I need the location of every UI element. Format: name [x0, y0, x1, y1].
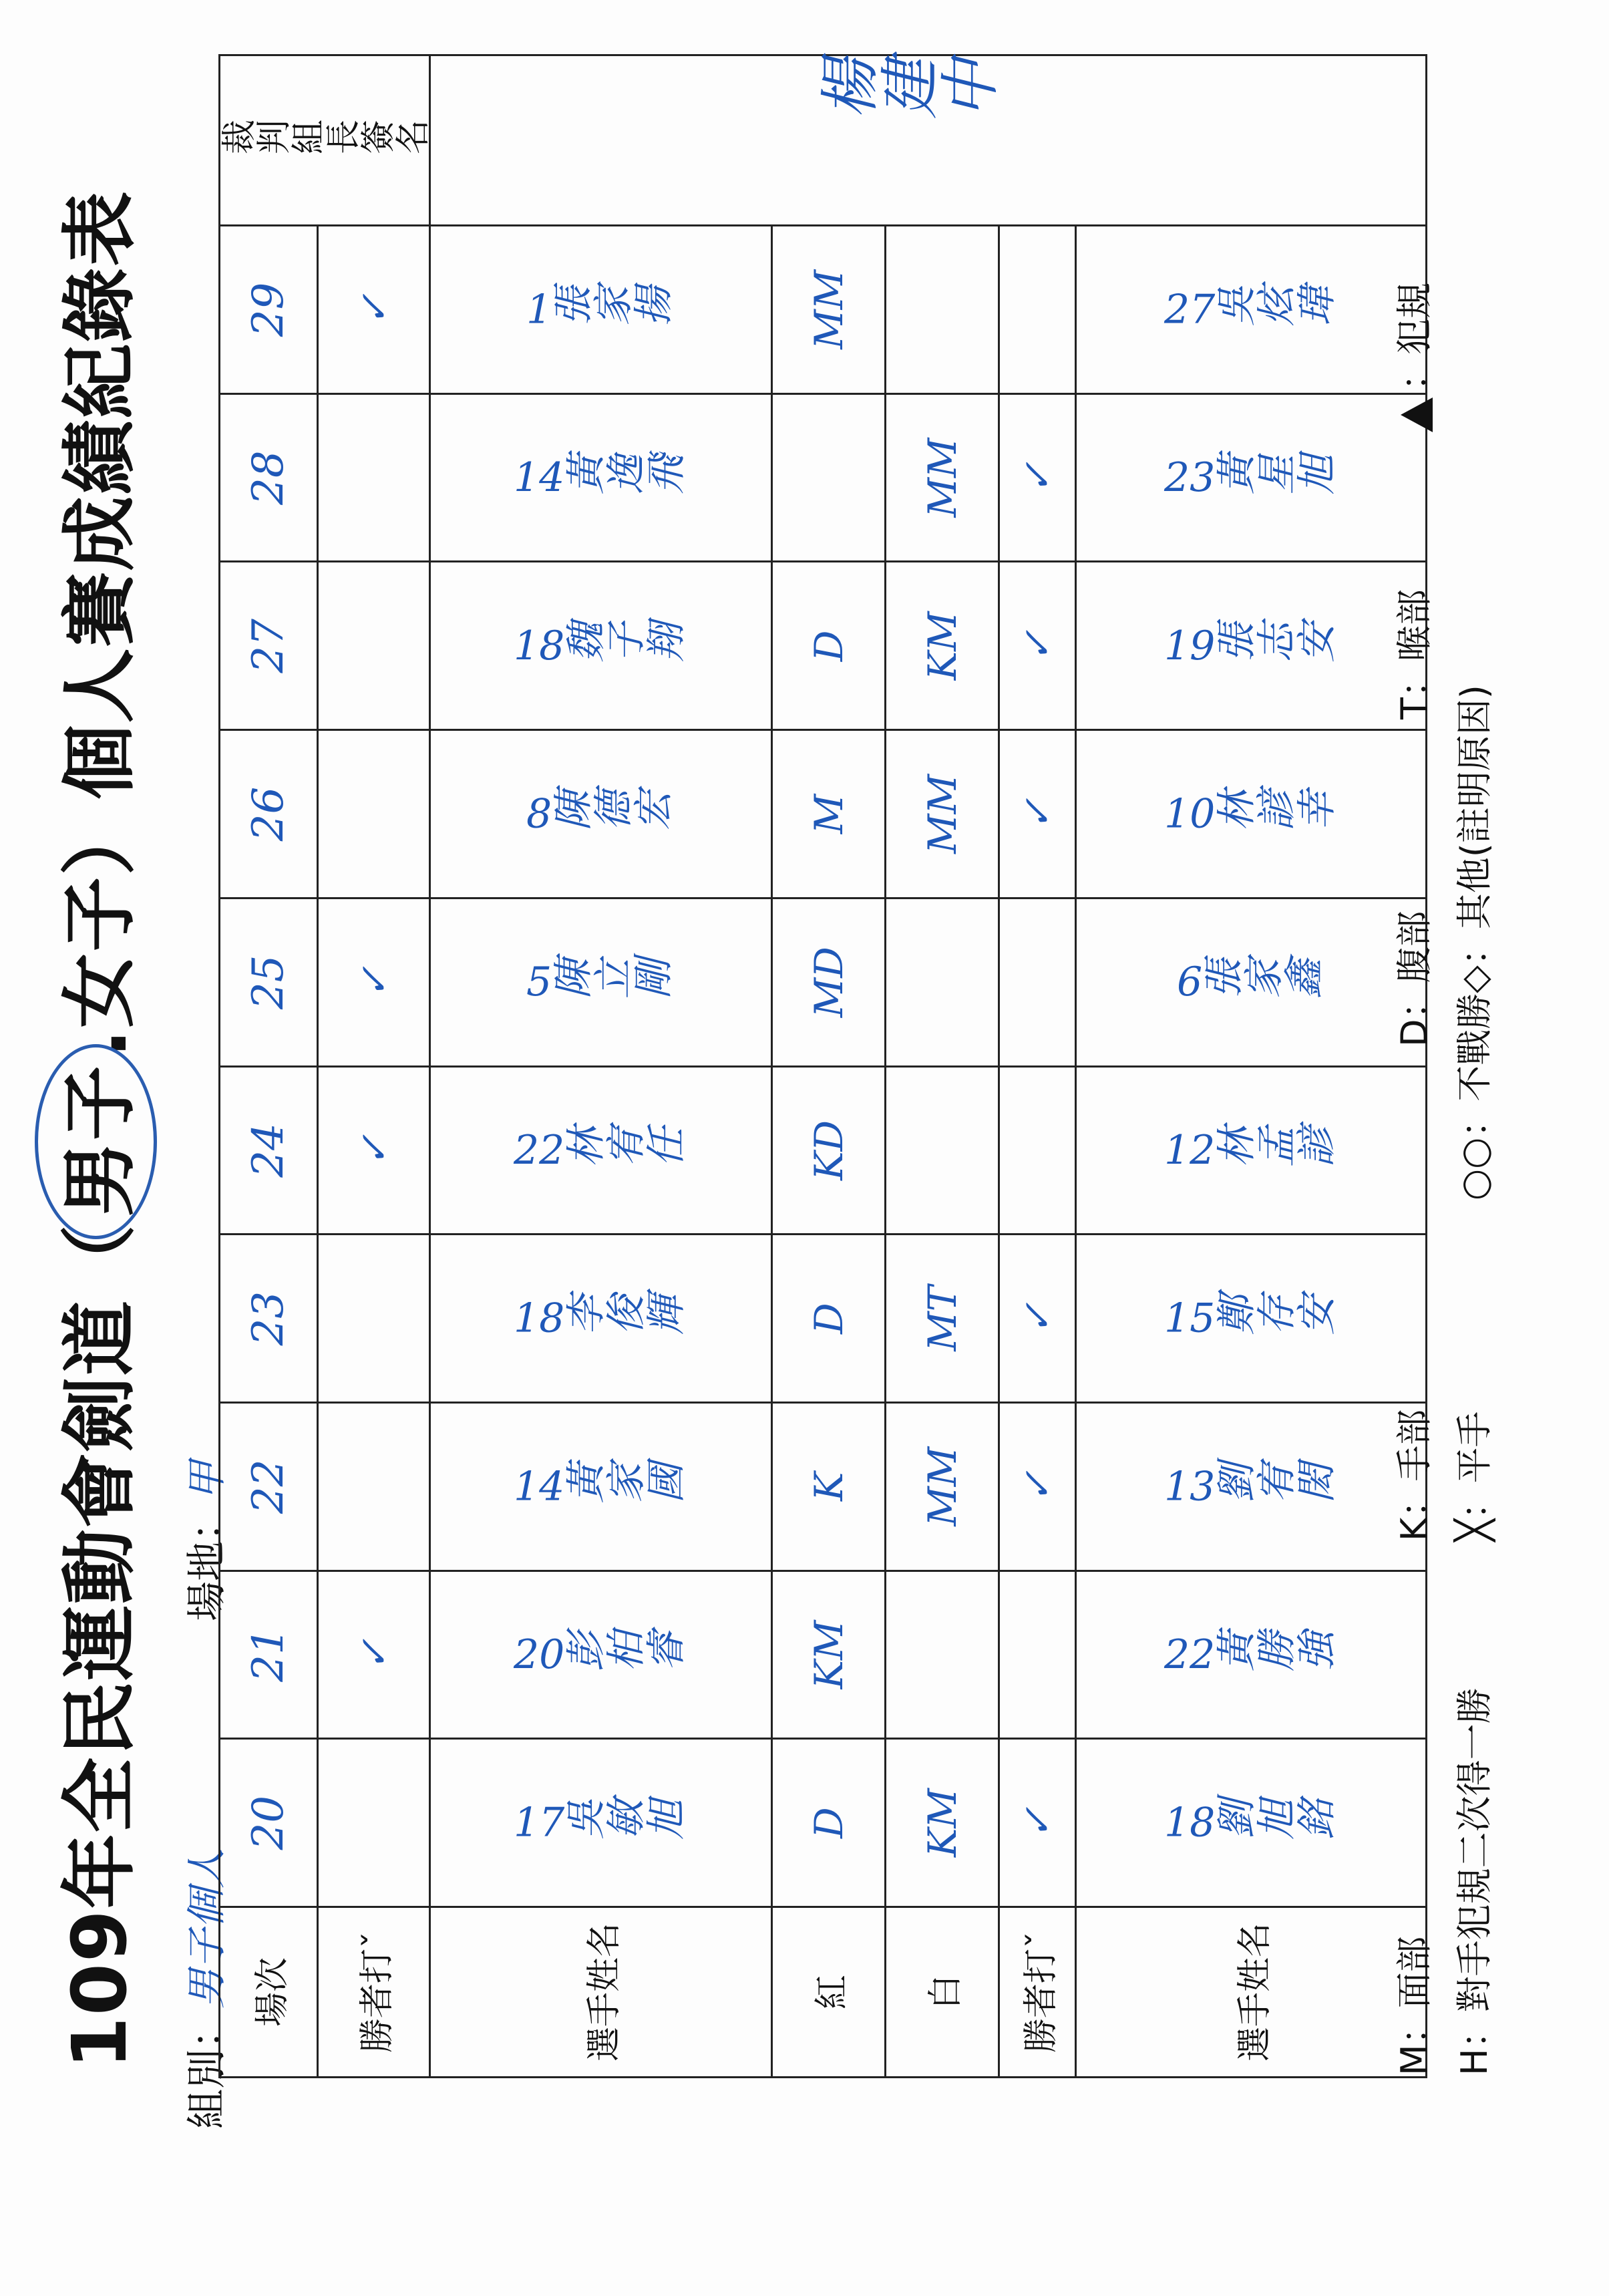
checkmark: [318, 1402, 430, 1571]
white-player-name: 13劉宥閎: [1164, 1463, 1336, 1510]
checkmark: ✓: [999, 1402, 1076, 1571]
checkmark: [318, 730, 430, 898]
signature-value: 楊建中: [818, 59, 999, 130]
legend-draw: ╳：平手: [1453, 1411, 1495, 1541]
checkmark: ✓: [999, 393, 1076, 562]
white-player-name: 6張家鑫: [1176, 959, 1323, 1006]
legend-foul: ：犯規: [1386, 283, 1437, 432]
white-score: [886, 1066, 999, 1235]
red-score: M: [772, 730, 886, 898]
legend-k: K：手部: [1393, 1409, 1435, 1541]
checkmark: [318, 562, 430, 730]
white-player-name: 22黃勝強: [1164, 1631, 1336, 1678]
signature-label: 裁判組長簽名: [220, 55, 430, 226]
white-player-name: 10林諺幸: [1164, 790, 1336, 838]
white-score: [886, 898, 999, 1066]
checkmark: ✓: [318, 898, 430, 1066]
checkmark: ✓: [318, 1571, 430, 1739]
red-player-name: 14黃家國: [514, 1463, 685, 1510]
white-player-name: 15鄭存安: [1164, 1295, 1336, 1342]
red-score: K: [772, 1402, 886, 1571]
red-score: KM: [772, 1571, 886, 1739]
red-score: MD: [772, 898, 886, 1066]
white-score: [886, 1571, 999, 1739]
checkmark: ✓: [999, 730, 1076, 898]
red-score: D: [772, 1235, 886, 1403]
legend-h: H：對手犯規二次得一勝: [1453, 1687, 1495, 2076]
triangle-icon: [1401, 397, 1433, 432]
white-score: MM: [886, 1402, 999, 1571]
red-score: [772, 393, 886, 562]
red-score: D: [772, 562, 886, 730]
red-score: MM: [772, 226, 886, 394]
red-player-name: 5陳立剛: [526, 959, 673, 1006]
legend-m: M：面部: [1393, 1936, 1435, 2076]
white-player-name: 12林孟諺: [1164, 1126, 1336, 1174]
legend-default-win: ○○：不戰勝◇：其他(註明原因): [1453, 685, 1495, 1200]
red-player-name: 1張家揚: [526, 286, 673, 333]
red-score: KD: [772, 1066, 886, 1235]
checkmark: ✓: [318, 226, 430, 394]
white-player-name: 23黃星旭: [1164, 454, 1336, 502]
venue-value: 甲: [184, 1461, 230, 1501]
red-player-name: 20彭柏睿: [514, 1631, 685, 1678]
red-player-name: 22林宥任: [514, 1126, 685, 1174]
white-score: MM: [886, 393, 999, 562]
white-player-name: 18劉旭銘: [1164, 1799, 1336, 1846]
red-player-name: 8陳德宏: [526, 790, 673, 838]
score-table: [218, 54, 1427, 2078]
white-player-row: 選手姓名 18劉旭銘 22黃勝強 13劉宥閎 15鄭存安 12林孟諺 6張家鑫 10林諺幸 19張志安 23黃星旭 27吳炫瑋: [1076, 55, 1427, 2078]
checkmark: [318, 1235, 430, 1403]
red-score: D: [772, 1739, 886, 1907]
checkmark: [318, 393, 430, 562]
white-score: MT: [886, 1235, 999, 1403]
circled-category: 男子: [40, 1057, 148, 1223]
group-value: 男子個人: [184, 1848, 230, 2009]
checkmark: ✓: [318, 1066, 430, 1235]
white-score-row: 白 KM MM MT MM KM MM: [886, 55, 999, 2078]
white-player-name: 27吳炫瑋: [1164, 286, 1336, 333]
white-score: MM: [886, 730, 999, 898]
red-player-name: 18李俊輝: [514, 1295, 685, 1342]
legend-d: D：腹部: [1393, 911, 1435, 1047]
checkmark: ✓: [999, 1235, 1076, 1403]
checkmark: [318, 1739, 430, 1907]
venue-field: 場地：甲: [184, 1461, 230, 1621]
red-player-name: 17吳敏旭: [514, 1799, 685, 1846]
red-player-name: 14黃逸飛: [514, 454, 685, 502]
white-score: KM: [886, 1739, 999, 1907]
checkmark: [999, 1066, 1076, 1235]
red-player-row: 選手姓名 17吳敏旭 20彭柏睿 14黃家國 18李俊輝 22林宥任 5陳立剛 8陳德宏 18魏子翔 14黃逸飛 1張家揚: [430, 55, 772, 2078]
winner-top-row: 勝者打ˇ ✓ ✓ ✓ ✓: [318, 55, 430, 2078]
checkmark: ✓: [999, 1739, 1076, 1907]
match-number-row: 場次 20 21 22 23 24 25 26 27 28 29 裁判組長簽名: [220, 55, 318, 2078]
red-player-name: 18魏子翔: [514, 622, 685, 669]
legend-t: T：喉部: [1393, 589, 1435, 719]
red-score-row: 紅 D KM K D KD MD M D MM: [772, 55, 886, 2078]
form-title: 109年全民運動會劍道（男子.女子）個人賽成績紀錄表: [40, 190, 148, 2069]
checkmark: [999, 898, 1076, 1066]
checkmark: ✓: [999, 562, 1076, 730]
white-score: KM: [886, 562, 999, 730]
winner-bottom-row: 勝者打ˇ ✓ ✓ ✓ ✓ ✓ ✓: [999, 55, 1076, 2078]
white-player-name: 19張志安: [1164, 622, 1336, 669]
group-field: 組別：男子個人: [184, 1848, 230, 2129]
checkmark: [999, 1571, 1076, 1739]
